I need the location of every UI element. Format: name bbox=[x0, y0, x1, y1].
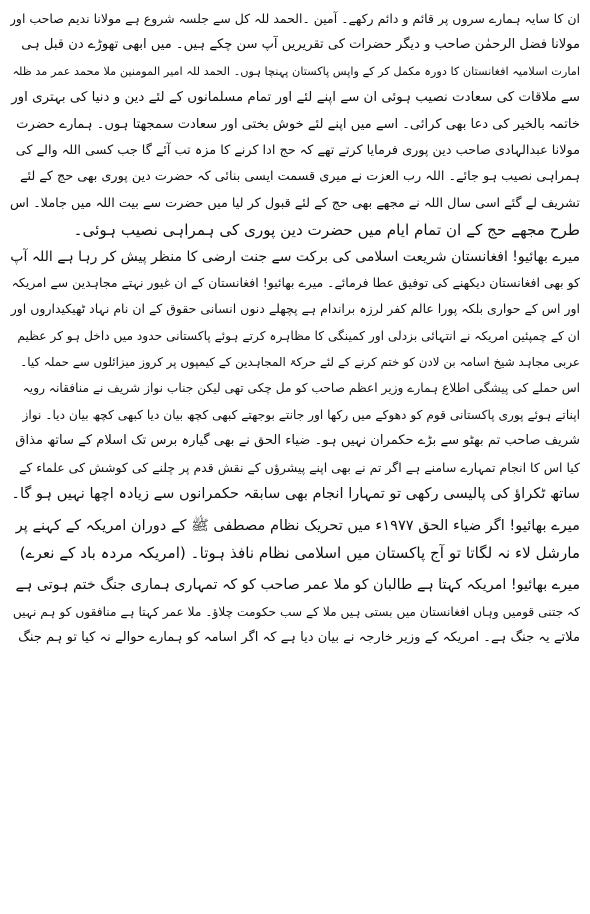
text-line: ملاتے یہ جنگ ہے۔ امریکہ کے وزیر خارجہ نے بیان دیا ہے کہ اگر اسامہ کو ہمارے حوالے نہ کیا تو ہم جنگ bbox=[18, 629, 580, 645]
text-line: کو بھی افغانستان دیکھنے کی توفیق عطا فرمائے۔ میرے بھائیو! افغانستان کے ان غیور نہتے مجاہدین سے امریکہ bbox=[11, 274, 580, 290]
paragraph-4 bbox=[10, 572, 580, 651]
text-line: کیا اس کا انجام تمہارے سامنے ہے اگر تم نے بھی اپنے پیشرؤں کے نقش قدم پر چلنے کی کوشش کی علماء کے bbox=[18, 459, 580, 475]
text-line: خاتمہ بالخیر کی دعا بھی کرائی۔ اسے میں اپنے لئے خوش بختی اور سعادت سمجھتا ہوں۔ ہمارے حضرت bbox=[16, 116, 580, 132]
text-line: اپناتے ہوئے پوری پاکستانی قوم کو دھوکے میں رکھا اور جانتے بوجھتے کبھی کچھ بیان دیا کبھی کچھ بیان دیا۔ نواز bbox=[22, 407, 580, 422]
text-line: مولانا فضل الرحمٰن صاحب و دیگر حضرات کی تقریریں آپ سن چکے ہیں۔ میں ابھی تھوڑے دن قبل ہی bbox=[21, 37, 580, 53]
text-line: ان کا سایہ ہمارے سروں پر قائم و دائم رکھے۔ آمین ۔الحمد للہ کل سے جلسہ شروع ہے مولانا ندیم صاحب اور bbox=[10, 11, 580, 26]
text-line: ساتھ ٹکراؤ کی پالیسی رکھی تو تمہارا انجام بھی سابقہ حکمرانوں سے زیادہ اچھا نہیں ہو گا۔ bbox=[11, 485, 580, 503]
text-line: میرے بھائیو! افغانستان شریعت اسلامی کی برکت سے جنت ارضی کا منظر پیش کر رہا ہے اللہ آپ bbox=[10, 248, 580, 265]
text-line: اس حملے کی پیشگی اطلاع ہمارے وزیر اعظم صاحب کو مل چکی تھی لیکن جناب نواز شریف نے منافقانہ رویہ bbox=[22, 381, 580, 396]
text-line: طرح مجھے حج کے ان تمام ایام میں حضرت دین پوری کی ہمراہی نصیب ہوئی۔ bbox=[73, 221, 580, 240]
text-line: عربی مجاہد شیخ اسامہ بن لادن کو ختم کرنے کے لئے حرکۃ المجاہدین کے کیمپوں پر کروز میزائلوں سے حملہ کیا۔ bbox=[20, 355, 580, 370]
text-line: سے ملاقات کی سعادت نصیب ہوئی ان سے اپنے لئے اور تمام مسلمانوں کے لئے دین و دنیا کی بہتری اور bbox=[11, 90, 580, 106]
text-line: ہمراہی نصیب ہو جائے۔ اللہ رب العزت نے میری قسمت ایسی بنائی کہ حضرت دین پوری بھی حج کے لئے bbox=[19, 169, 580, 185]
text-line: مارشل لاء نہ لگاتا تو آج پاکستان میں اسلامی نظام نافذ ہوتا۔ (امریکہ مردہ باد کے نعرے) bbox=[19, 543, 580, 562]
text-line: شریف صاحب تم بھٹو سے بڑے حکمران نہیں ہو۔ ضیاء الحق نے بھی گیارہ برس تک اسلام کے ساتھ مذاق bbox=[15, 433, 580, 449]
text-line: مولانا عبدالہادی صاحب دین پوری فرمایا کرتے تھے کہ حج ادا کرنے کا مزہ تب آئے گا جب کسی اللہ والے کی bbox=[15, 142, 580, 158]
text-line: کہ جتنی قومیں وہاں افغانستان میں بستی ہیں ملا کے سب حکومت چلاؤ۔ ملا عمر کہتا ہے منافقوں کو ہم نہیں bbox=[12, 604, 580, 619]
paragraph-1 bbox=[10, 6, 580, 244]
text-line: اور اس کے حواری بلکہ پورا عالم کفر لرزہ براندام ہے پچھلے دنوں انسانی حقوق کے ان نام نہاد ٹھیکیداروں اور bbox=[10, 301, 580, 317]
paragraph-3 bbox=[10, 513, 580, 566]
paragraph-2 bbox=[10, 244, 580, 508]
text-line: میرے بھائیو! اگر ضیاء الحق ۱۹۷۷ء میں تحریک نظام مصطفی ﷺ کے دوران امریکہ کے کہنے پر bbox=[15, 517, 580, 535]
text-line: تشریف لے گئے اسی سال اللہ نے مجھے بھی حج کے لئے قبول کر لیا میں حضرت سے بیت اللہ میں جاملا۔ اس bbox=[10, 195, 580, 211]
text-line: امارت اسلامیہ افغانستان کا دورہ مکمل کر کے واپس پاکستان پہنچا ہوں۔ الحمد للہ امیر المومنین ملا محمد عمر مد ظلہ bbox=[12, 64, 580, 78]
text-line: میرے بھائیو! امریکہ کہتا ہے طالبان کو ملا عمر صاحب کو کہ تمہاری ہماری جنگ ختم ہوتی ہے bbox=[15, 577, 580, 594]
text-line: ان کے چمپئین امریکہ نے انتہائی بزدلی اور کمینگی کا مظاہرہ کرتے ہوئے پاکستانی حدود میں داخل ہو کر عظیم bbox=[17, 328, 580, 343]
